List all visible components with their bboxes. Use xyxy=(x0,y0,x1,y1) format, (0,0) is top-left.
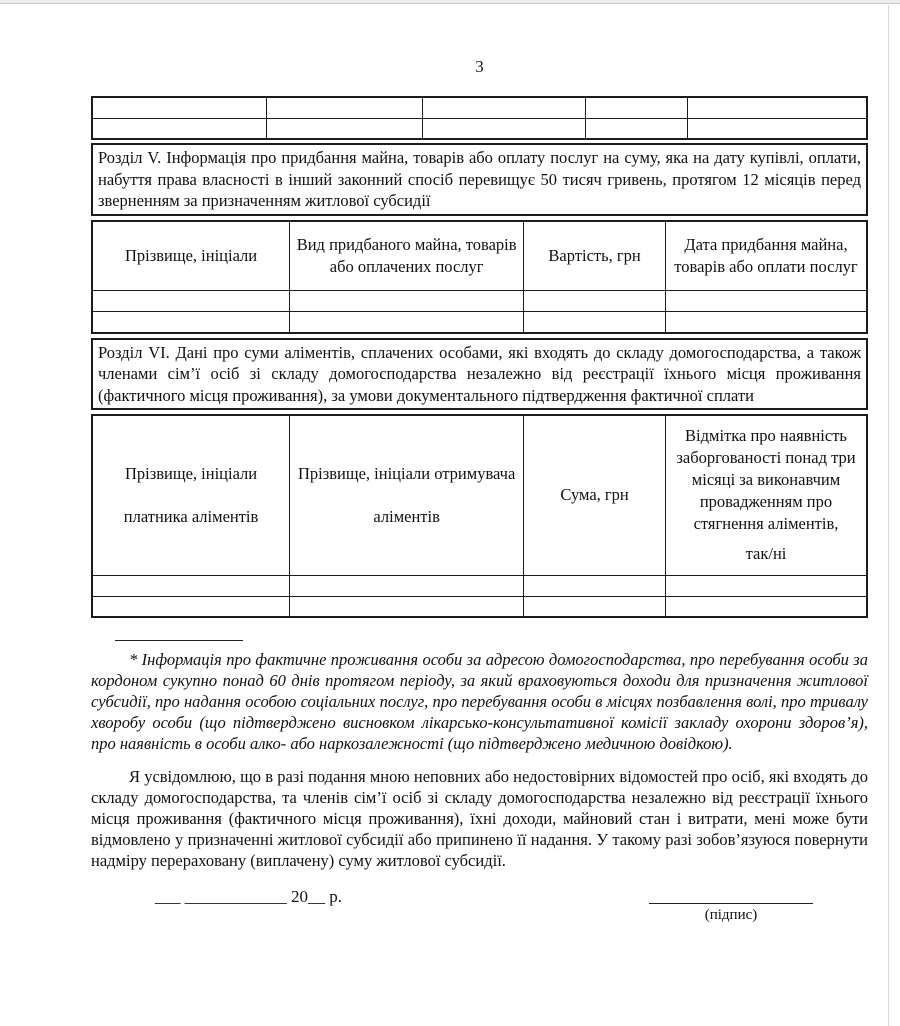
table-cell xyxy=(290,596,524,617)
column-header-cost: Вартість, грн xyxy=(524,221,666,291)
table-row xyxy=(92,291,867,312)
table-cell xyxy=(266,97,423,118)
table-row xyxy=(92,312,867,333)
table-row xyxy=(92,144,867,215)
section5-table xyxy=(91,220,868,334)
table-cell xyxy=(290,312,524,333)
table-cell xyxy=(524,575,666,596)
table-header-row xyxy=(92,221,867,291)
table-cell xyxy=(423,97,586,118)
section6-title-box xyxy=(91,338,868,411)
column-header-name: Прізвище, ініціали xyxy=(92,221,290,291)
column-header-recipient-name xyxy=(290,415,524,575)
table-header-row xyxy=(92,415,867,575)
table-row xyxy=(92,575,867,596)
column-header-payer-name-text: Прізвище, ініціали платника аліментів xyxy=(123,464,259,527)
table-cell xyxy=(586,118,688,139)
table-cell xyxy=(290,291,524,312)
signature-block xyxy=(649,887,813,925)
footnote-text: * Інформація про фактичне проживання особи за адресою домогосподарства, про перебування особи за кордоном сукупно понад 60 днів протягом періоду, за який враховуються доходи для призначення житлової субсидії, про надання особою соціальних послуг, про перебування особи в місцях позбавлення волі, про тривалу хворобу особи (що підтверджено висновком лікарсько-консультативної комісії закладу охорони здоров’я), про наявність в особи алко- або наркозалежності (що підтверджено медичною довідкою). xyxy=(91,650,868,753)
continuation-table xyxy=(91,96,868,140)
section5-title-box xyxy=(91,143,868,216)
signature-blank-line xyxy=(649,887,813,904)
date-blank-line: ___ ____________ 20__ р. xyxy=(155,887,342,906)
table-cell xyxy=(92,596,290,617)
column-header-recipient-name-text: Прізвище, ініціали отримувача аліментів xyxy=(297,464,516,527)
table-cell xyxy=(586,97,688,118)
table-cell xyxy=(266,118,423,139)
page-number: 3 xyxy=(475,57,484,76)
footnote-separator xyxy=(115,640,243,641)
signature-caption: (підпис) xyxy=(704,907,758,923)
table-row xyxy=(92,596,867,617)
column-header-arrears-mark-text: Відмітка про наявність заборгованості понад три місяці за виконавчим провадженням про стягнення аліментів, xyxy=(676,426,856,534)
table-cell xyxy=(423,118,586,139)
table-cell xyxy=(687,97,867,118)
table-cell xyxy=(687,118,867,139)
table-cell xyxy=(665,291,867,312)
column-header-payer-name xyxy=(92,415,290,575)
column-header-purchase-date: Дата придбання майна, товарів або оплати послуг xyxy=(665,221,867,291)
table-cell xyxy=(524,291,666,312)
signature-row xyxy=(91,887,868,935)
table-cell xyxy=(92,97,266,118)
yes-no-label: так/ні xyxy=(745,544,787,564)
table-cell xyxy=(92,575,290,596)
table-cell xyxy=(290,575,524,596)
acknowledgment-paragraph: Я усвідомлюю, що в разі подання мною неповних або недостовірних відомостей про осіб, які входять до складу домогосподарства, та членів сім’ї осіб зі складу домогосподарства незалежно від реєстрації їхнього місця проживання (фактичного місця проживання), їхні доходи, майновий стан і витрати, мені може бути відмовлено у призначенні житлової субсидії або припинено її надання. У такому разі зобов’язуюся повернути надміру перераховану (виплачену) суму житлової субсидії. xyxy=(91,767,868,870)
table-cell xyxy=(524,312,666,333)
page-edge-line xyxy=(888,5,889,1026)
section6-table xyxy=(91,414,868,618)
table-cell xyxy=(665,312,867,333)
table-row xyxy=(92,339,867,410)
section6-title: Розділ VI. Дані про суми аліментів, сплачених особами, які входять до складу домогосподарства, а також членами сім’ї осіб зі складу домогосподарства незалежно від реєстрації їхнього місця проживання (фактичного місця проживання), за умови документального підтвердження фактичної сплати xyxy=(92,339,867,410)
table-cell xyxy=(665,575,867,596)
table-row xyxy=(92,97,867,118)
column-header-property-type: Вид придбаного майна, товарів або оплачених послуг xyxy=(290,221,524,291)
table-cell xyxy=(92,312,290,333)
column-header-amount: Сума, грн xyxy=(524,415,666,575)
table-cell xyxy=(92,118,266,139)
document-page xyxy=(91,0,868,935)
table-row xyxy=(92,118,867,139)
table-cell xyxy=(524,596,666,617)
section5-title: Розділ V. Інформація про придбання майна, товарів або оплату послуг на суму, яка на дату купівлі, оплати, набуття права власності в інший законний спосіб перевищує 50 тисяч гривень, протягом 12 місяців перед зверненням за призначенням житлової субсидії xyxy=(92,144,867,215)
table-cell xyxy=(92,291,290,312)
table-cell xyxy=(665,596,867,617)
column-header-arrears-mark xyxy=(665,415,867,575)
